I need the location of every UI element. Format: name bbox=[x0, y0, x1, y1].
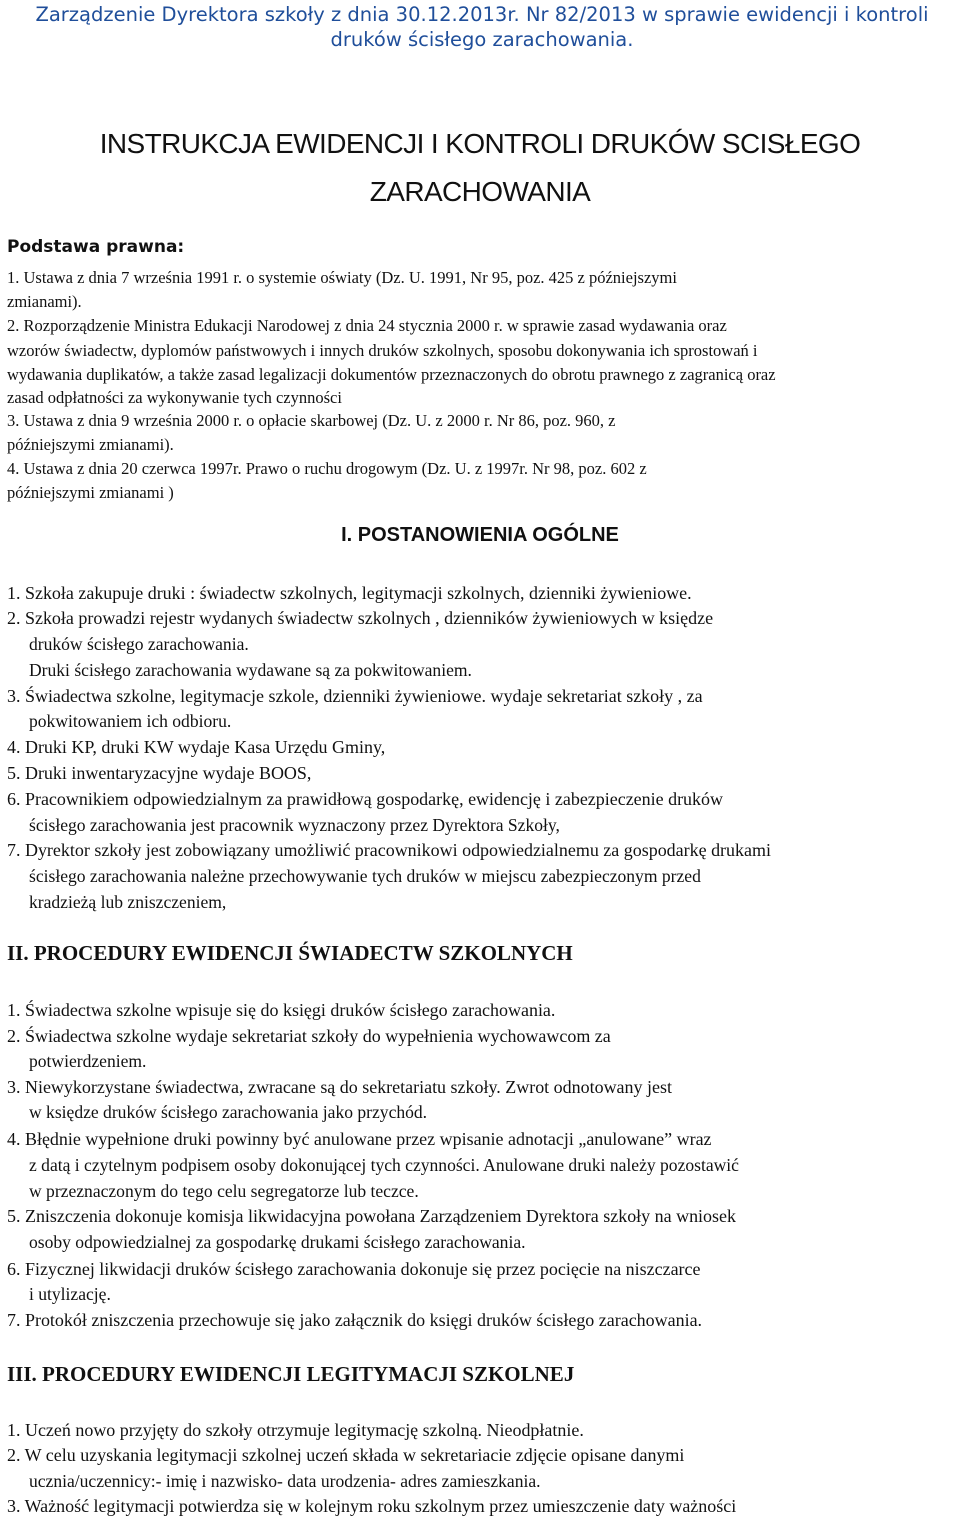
legal-basis-line: 2. Rozporządzenie Ministra Edukacji Narodowej z dnia 24 stycznia 2000 r. w sprawie zasad wydawania oraz bbox=[7, 316, 727, 335]
section-1-line: 5. Druki inwentaryzacyjne wydaje BOOS, bbox=[7, 763, 312, 783]
section-3-heading: III. PROCEDURY EWIDENCJI LEGITYMACJI SZKOLNEJ bbox=[7, 1362, 575, 1386]
legal-basis-line: 1. Ustawa z dnia 7 września 1991 r. o systemie oświaty (Dz. U. 1991, Nr 95, poz. 425 z późniejszymi bbox=[7, 268, 677, 287]
section-1-line: ścisłego zarachowania jest pracownik wyznaczony przez Dyrektora Szkoły, bbox=[29, 815, 560, 835]
section-2-line: potwierdzeniem. bbox=[29, 1051, 147, 1071]
section-3-line: ucznia/uczennicy:- imię i nazwisko- data urodzenia- adres zamieszkania. bbox=[29, 1471, 541, 1491]
main-title-line-1: INSTRUKCJA EWIDENCJI I KONTROLI DRUKÓW SCISŁEGO bbox=[99, 128, 861, 159]
section-2-line: z datą i czytelnym podpisem osoby dokonującej tych czynności. Anulowane druki należy pozostawić bbox=[29, 1155, 739, 1175]
main-title-line-2: ZARACHOWANIA bbox=[369, 176, 591, 207]
section-1-line: 7. Dyrektor szkoły jest zobowiązany umożliwić pracownikowi odpowiedzialnemu za gospodarkę drukami bbox=[7, 840, 771, 860]
section-1-line: Druki ścisłego zarachowania wydawane są za pokwitowaniem. bbox=[29, 660, 472, 680]
section-2-line: 1. Świadectwa szkolne wpisuje się do księgi druków ścisłego zarachowania. bbox=[7, 1000, 556, 1020]
section-1-line: druków ścisłego zarachowania. bbox=[29, 634, 249, 654]
document-header bbox=[8, 2, 956, 52]
section-2-line: osoby odpowiedzialnej za gospodarkę drukami ścisłego zarachowania. bbox=[29, 1232, 526, 1252]
section-2-line: 6. Fizycznej likwidacji druków ścisłego zarachowania dokonuje się przez pocięcie na niszczarce bbox=[7, 1259, 701, 1279]
section-3-line: 1. Uczeń nowo przyjęty do szkoły otrzymuje legitymację szkolną. Nieodpłatnie. bbox=[7, 1420, 584, 1440]
section-1-heading: I. POSTANOWIENIA OGÓLNE bbox=[341, 524, 619, 546]
legal-basis-line: wzorów świadectw, dyplomów państwowych i innych druków szkolnych, sposobu dokonywania ich sprostowań i bbox=[7, 341, 758, 360]
legal-basis-line: wydawania duplikatów, a także zasad legalizacji dokumentów przeznaczonych do obrotu prawnego z zagranicą oraz bbox=[7, 365, 776, 384]
section-1-line: 6. Pracownikiem odpowiedzialnym za prawidłową gospodarkę, ewidencję i zabezpieczenie druków bbox=[7, 789, 723, 809]
section-2-line: 2. Świadectwa szkolne wydaje sekretariat szkoły do wypełnienia wychowawcom za bbox=[7, 1026, 611, 1046]
legal-basis-line: późniejszymi zmianami). bbox=[7, 435, 174, 454]
section-1-line: 2. Szkoła prowadzi rejestr wydanych świadectw szkolnych , dzienników żywieniowych w księdze bbox=[7, 608, 714, 628]
section-2-line: w księdze druków ścisłego zarachowania jako przychód. bbox=[29, 1102, 428, 1122]
section-2-line: w przeznaczonym do tego celu segregatorze lub teczce. bbox=[29, 1181, 419, 1201]
section-3-line: 3. Ważność legitymacji potwierdza się w kolejnym roku szkolnym przez umieszczenie daty ważności bbox=[7, 1496, 737, 1516]
section-1-line: 4. Druki KP, druki KW wydaje Kasa Urzędu Gminy, bbox=[7, 737, 386, 757]
section-2-heading: II. PROCEDURY EWIDENCJI ŚWIADECTW SZKOLNYCH bbox=[7, 941, 573, 965]
header-line-1: Zarządzenie Dyrektora szkoły z dnia 30.12.2013r. Nr 82/2013 w sprawie ewidencji i kontroli bbox=[35, 3, 929, 26]
section-3-line: 2. W celu uzyskania legitymacji szkolnej uczeń składa w sekretariacie zdjęcie opisane danymi bbox=[7, 1445, 685, 1465]
legal-basis-line: 3. Ustawa z dnia 9 września 2000 r. o opłacie skarbowej (Dz. U. z 2000 r. Nr 86, poz. 960, z bbox=[7, 411, 616, 430]
section-1-line: pokwitowaniem ich odbioru. bbox=[29, 711, 232, 731]
legal-basis-heading: Podstawa prawna: bbox=[7, 237, 185, 257]
legal-basis-line: późniejszymi zmianami ) bbox=[7, 483, 174, 502]
legal-basis-line: zmianami). bbox=[7, 292, 82, 311]
header-line-2: druków ścisłego zarachowania. bbox=[330, 28, 634, 51]
section-2-line: 7. Protokół zniszczenia przechowuje się jako załącznik do księgi druków ścisłego zarachowania. bbox=[7, 1310, 703, 1330]
legal-basis-line: zasad odpłatności za wykonywanie tych czynności bbox=[7, 388, 342, 407]
section-1-line: kradzieżą lub zniszczeniem, bbox=[29, 892, 227, 912]
section-2-line: 5. Zniszczenia dokonuje komisja likwidacyjna powołana Zarządzeniem Dyrektora szkoły na wniosek bbox=[7, 1206, 736, 1226]
legal-basis-line: 4. Ustawa z dnia 20 czerwca 1997r. Prawo o ruchu drogowym (Dz. U. z 1997r. Nr 98, poz. 602 z bbox=[7, 459, 647, 478]
section-2-line: 4. Błędnie wypełnione druki powinny być anulowane przez wpisanie adnotacji „anulowane” wraz bbox=[7, 1129, 712, 1149]
section-1-line: 3. Świadectwa szkolne, legitymacje szkole, dzienniki żywieniowe. wydaje sekretariat szkoły , za bbox=[7, 686, 703, 706]
section-1-line: 1. Szkoła zakupuje druki : świadectw szkolnych, legitymacji szkolnych, dzienniki żywieniowe. bbox=[7, 583, 692, 603]
section-2-line: i utylizację. bbox=[29, 1284, 111, 1304]
section-2-line: 3. Niewykorzystane świadectwa, zwracane są do sekretariatu szkoły. Zwrot odnotowany jest bbox=[7, 1077, 672, 1097]
section-1-line: ścisłego zarachowania należne przechowywanie tych druków w miejscu zabezpieczonym przed bbox=[29, 866, 701, 886]
